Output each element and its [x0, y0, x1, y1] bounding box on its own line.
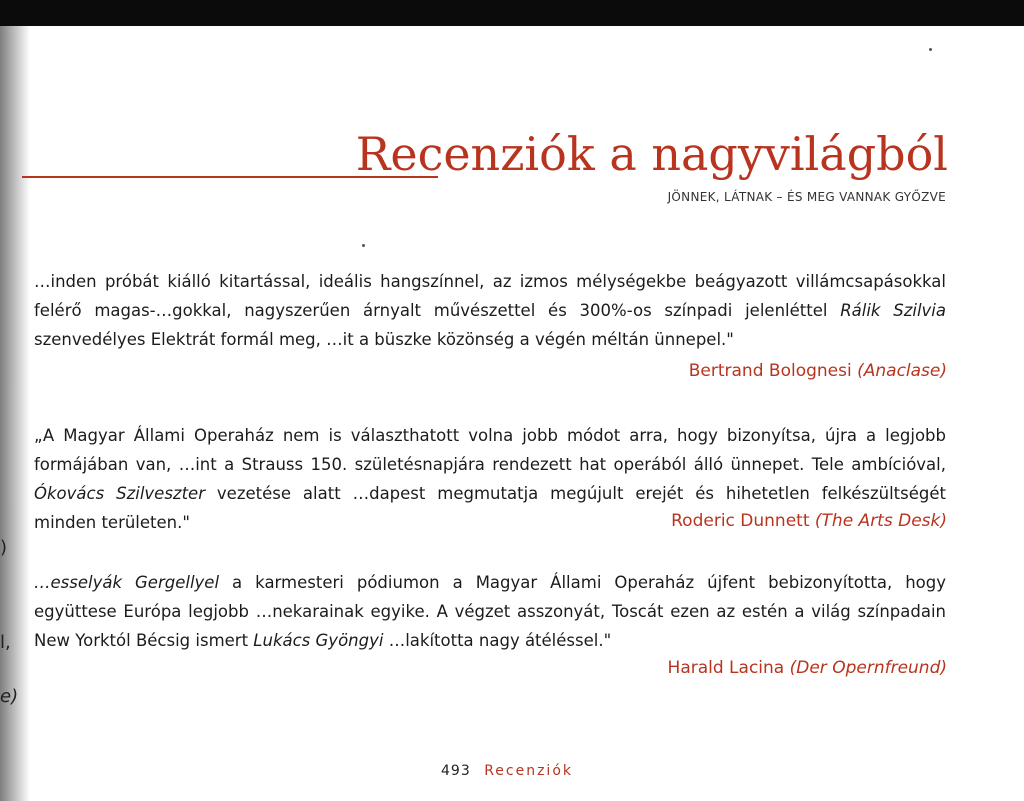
critic-name: Bertrand Bolognesi: [688, 361, 852, 381]
margin-fragment: e): [0, 686, 19, 707]
quote-text: …int a Strauss 150. születésnapjára rendezett hat operából álló ünnepet. Tele ambícióval,: [178, 455, 946, 474]
quote-text: …gokkal, nagyszerűen árnyalt művészettel és 300%-os színpadi jelenléttel: [155, 301, 841, 320]
quote-emphasis: esselyák Gergellyel: [50, 573, 220, 592]
quote-text: vezetése alatt: [204, 484, 353, 503]
quote-text: …lakította nagy átéléssel.": [388, 631, 612, 650]
critic-name: Harald Lacina: [667, 658, 785, 678]
critic-name: Roderic Dunnett: [671, 511, 810, 531]
page-subtitle: JÖNNEK, LÁTNAK – ÉS MEG VANNAK GYŐZVE: [667, 190, 946, 204]
quote-text: …it a büszke közönség a végén méltán ünnepel.": [326, 330, 734, 349]
quote-emphasis: …: [34, 573, 51, 592]
margin-fragment: ): [0, 537, 8, 558]
quote-text: „A Magyar Állami Operaház nem is választhatott volna jobb módot arra, hogy bizonyítsa, újra a legjobb formájában van,: [34, 426, 946, 474]
page-number: 493: [441, 763, 471, 779]
page-title: Recenziók a nagyvilágból: [355, 127, 948, 181]
book-gutter-shadow: [0, 26, 30, 801]
quote-emphasis: Rálik Szilvia: [840, 301, 946, 320]
margin-fragment: l,: [0, 632, 11, 653]
quote-emphasis: Ókovács Szilveszter: [34, 484, 205, 503]
footer-section-title: Recenziók: [484, 763, 573, 779]
speck: [362, 244, 365, 247]
review-attribution-1: [689, 359, 947, 383]
quote-text: …inden próbát kiálló kitartással, ideális hangszínnel, az izmos mélységekbe beágyazott villámcsapásokkal felérő magas-: [34, 272, 946, 320]
publication-name: (Anaclase): [857, 361, 947, 381]
review-quote-1: [34, 267, 946, 354]
quote-text: …dapest megmutatja megújult erejét és hihetetlen felkészültségét minden területen.": [34, 484, 946, 532]
speck: [929, 48, 932, 51]
publication-name: (Der Opernfreund): [789, 658, 947, 678]
quote-text: szenvedélyes Elektrát formál meg,: [34, 330, 327, 349]
review-quote-3: [34, 568, 946, 655]
quote-text: a karmesteri pódiumon a Magyar Állami Operaház újfent bebizonyította, hogy együttese Európa legjobb: [34, 573, 946, 621]
publication-name: (The Arts Desk): [814, 511, 947, 531]
review-attribution-2: [671, 509, 947, 533]
quote-emphasis: Lukács Gyöngyi: [253, 631, 384, 650]
scan-top-band: [0, 0, 1024, 26]
quote-text: …nekarainak egyike. A végzet asszonyát, Toscát ezen az estén a világ színpadain New Yorktól Bécsig ismert: [34, 602, 946, 650]
page-footer: [441, 763, 573, 779]
review-attribution-3: [668, 656, 947, 680]
